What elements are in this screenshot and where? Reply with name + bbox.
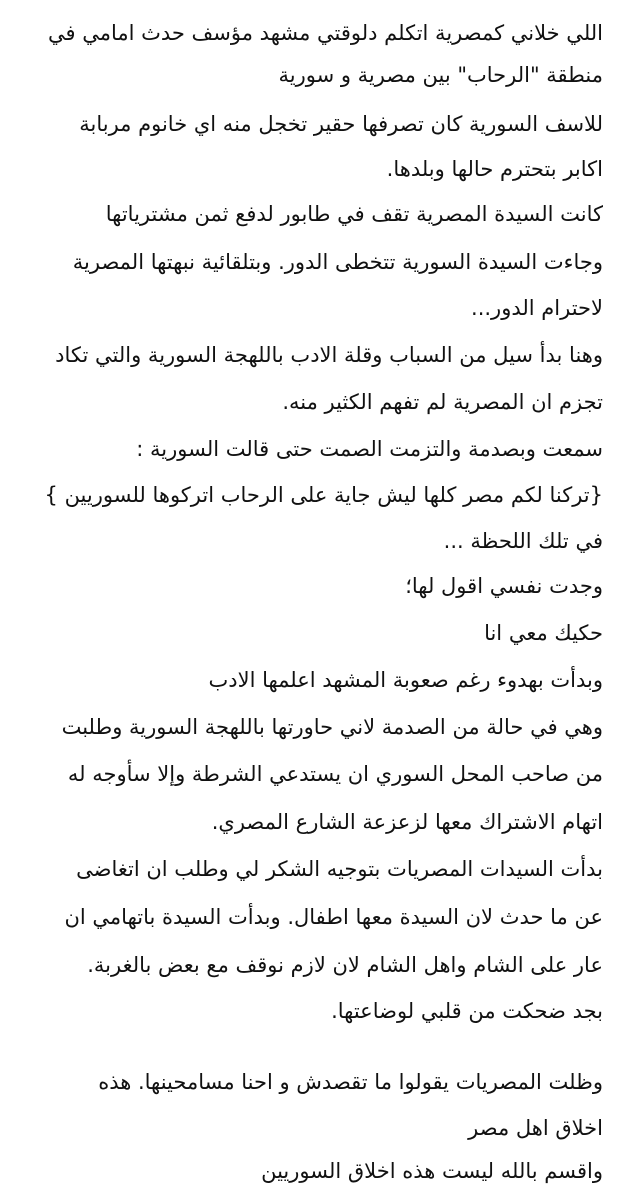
text-line: اكابر بتحترم حالها وبلدها.: [386, 157, 603, 181]
text-line: سمعت وبصدمة والتزمت الصمت حتى قالت السورية :: [136, 437, 603, 461]
text-line: منطقة "الرحاب" بين مصرية و سورية: [278, 63, 603, 87]
text-line: وجاءت السيدة السورية تتخطى الدور. وبتلقائية نبهتها المصرية: [72, 250, 603, 274]
text-line: اللي خلاني كمصرية اتكلم دلوقتي مشهد مؤسف حدث امامي في: [47, 21, 603, 45]
text-line: عن ما حدث لان السيدة معها اطفال. وبدأت السيدة باتهامي ان: [64, 905, 603, 929]
text-line: وبدأت بهدوء رغم صعوبة المشهد اعلمها الادب: [208, 668, 603, 692]
text-line: عار على الشام واهل الشام لان لازم نوقف مع بعض بالغربة.: [87, 953, 603, 977]
text-line: في تلك اللحظة ...: [443, 529, 603, 553]
text-line: بجد ضحكت من قلبي لوضاعتها.: [331, 999, 603, 1023]
text-line: وهي في حالة من الصدمة لاني حاورتها باللهجة السورية وطلبت: [61, 715, 603, 739]
text-line: للاسف السورية كان تصرفها حقير تخجل منه اي خانوم مربابة: [79, 112, 603, 136]
text-line: حكيك معي انا: [484, 621, 603, 645]
text-line: بدأت السيدات المصريات بتوجيه الشكر لي وطلب ان اتغاضى: [76, 857, 603, 881]
text-line: من صاحب المحل السوري ان يستدعي الشرطة وإلا سأوجه له: [67, 762, 603, 786]
text-line: لاحترام الدور...: [471, 296, 603, 320]
text-line: وهنا بدأ سيل من السباب وقلة الادب باللهجة السورية والتي تكاد: [55, 343, 603, 367]
text-line: واقسم بالله ليست هذه اخلاق السوريين: [261, 1159, 603, 1183]
text-line: كانت السيدة المصرية تقف في طابور لدفع ثمن مشترياتها: [105, 202, 603, 226]
text-line: وظلت المصريات يقولوا ما تقصدش و احنا مسامحينها. هذه: [98, 1070, 603, 1094]
text-line: اتهام الاشتراك معها لزعزعة الشارع المصري.: [211, 810, 603, 834]
text-line: تجزم ان المصرية لم تفهم الكثير منه.: [282, 390, 603, 414]
text-line: اخلاق اهل مصر: [468, 1116, 603, 1140]
text-line: وجدت نفسي اقول لها؛: [405, 574, 603, 598]
text-line: {تركنا لكم مصر كلها ليش جاية على الرحاب اتركوها للسوريين }: [44, 483, 603, 507]
